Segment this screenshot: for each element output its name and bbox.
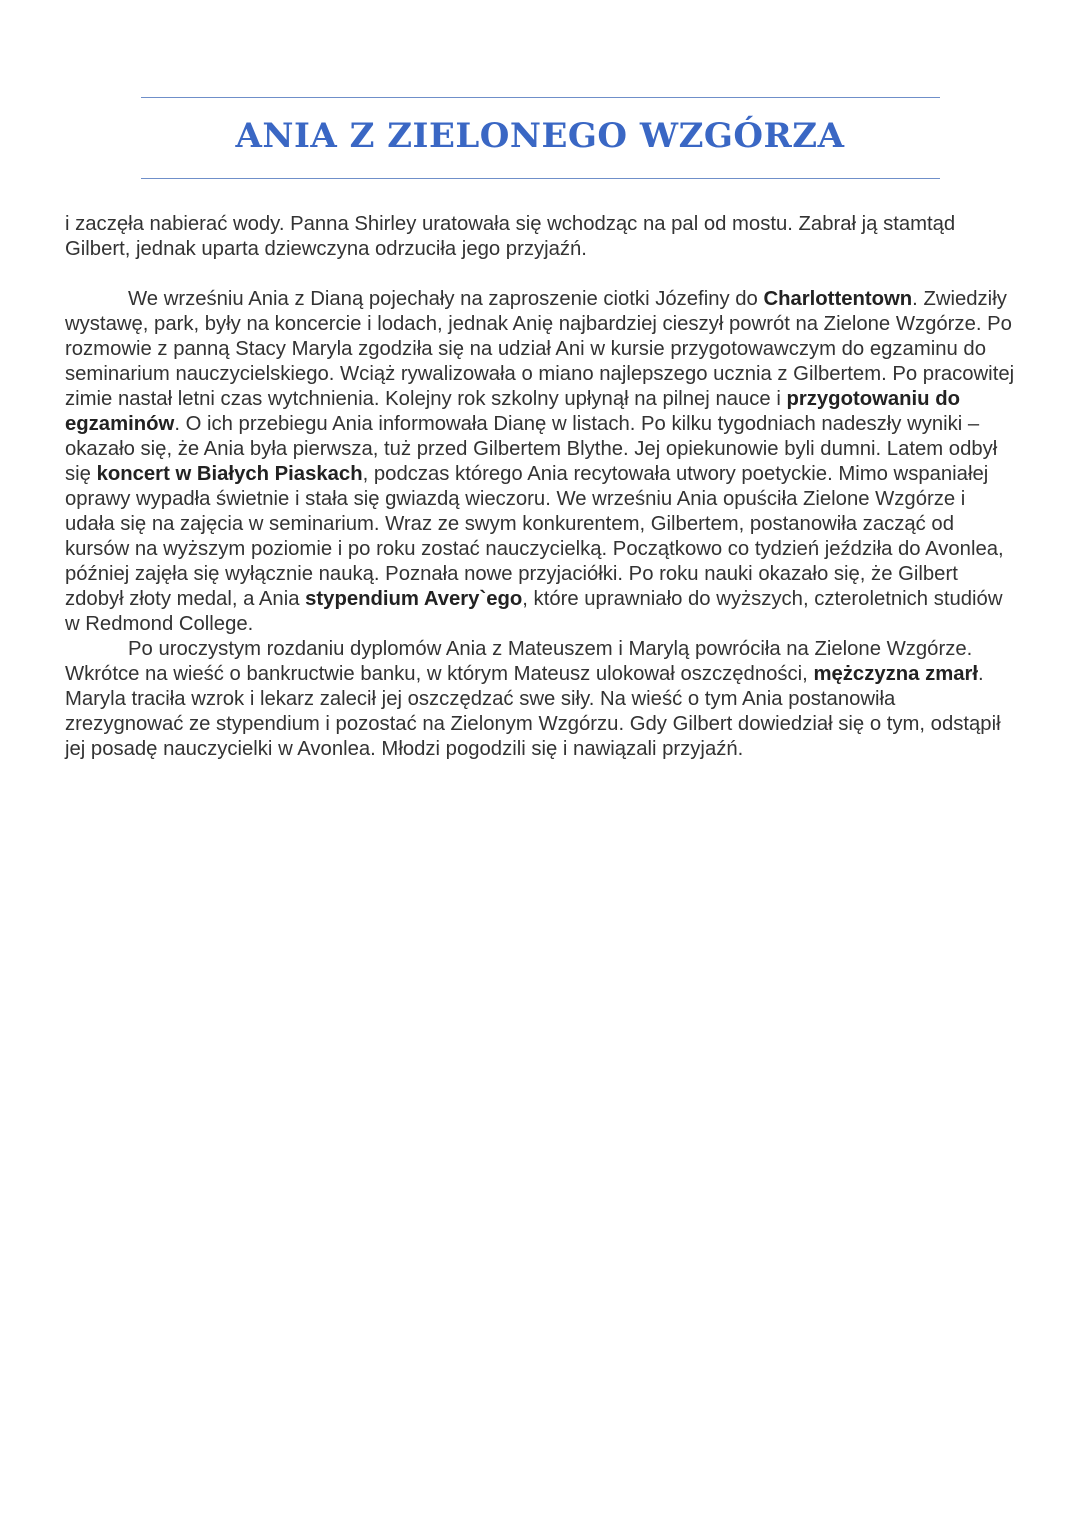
text-segment: , które uprawniało do wyższych, czteroletnich studiów w Redmond College.	[65, 588, 1003, 635]
text-segment: , podczas którego Ania recytowała utwory poetyckie. Mimo wspaniałej oprawy wypadła świetnie i stała się gwiazdą wieczoru. We wrześniu Ania opuściła Zielone Wzgórze i udała się na zajęcia w seminarium. Wraz ze swym konkurentem, Gilbertem, postanowiła zacząć od kursów na wyższym poziomie i po roku zostać nauczycielką. Początkowo co tydzień jeździła do Avonlea, później zajęła się wyłącznie nauką. Poznała nowe przyjaciółki. Po roku nauki okazało się, że Gilbert zdobył złoty medal, a Ania	[65, 463, 1004, 610]
text-segment: Po uroczystym rozdaniu dyplomów Ania z Mateuszem i Marylą powróciła na Zielone Wzgórze. Wkrótce na wieść o bankructwie banku, w którym Mateusz ulokował oszczędności,	[65, 638, 973, 685]
bold-text-segment: koncert w Białych Piaskach	[96, 463, 363, 485]
header-top-rule	[141, 97, 940, 98]
paragraph	[65, 287, 1015, 637]
bold-text-segment: przygotowaniu do egzaminów	[65, 388, 960, 435]
bold-text-segment: mężczyzna zmarł	[813, 663, 979, 685]
text-segment: i zaczęła nabierać wody. Panna Shirley uratowała się wchodząc na pal od mostu. Zabrał ją stamtąd Gilbert, jednak uparta dziewczyna odrzuciła jego przyjaźń.	[65, 213, 956, 260]
page-title: ANIA Z ZIELONEGO WZGÓRZA	[235, 116, 845, 156]
bold-text-segment: Charlottentown	[763, 288, 913, 310]
document-body	[65, 212, 1015, 762]
paragraph	[65, 212, 1015, 262]
paragraph-spacer	[65, 262, 1015, 287]
text-segment: . Zwiedziły wystawę, park, były na koncercie i lodach, jednak Anię najbardziej cieszył powrót na Zielone Wzgórze. Po rozmowie z panną Stacy Maryla zgodziła się na udział Ani w kursie przygotowawczym do egzaminu do seminarium nauczycielskiego. Wciąż rywalizowała o miano najlepszego ucznia z Gilbertem. Po pracowitej zimie nastał letni czas wytchnienia. Kolejny rok szkolny upłynął na pilnej nauce i	[65, 288, 1015, 410]
paragraph	[65, 637, 1015, 762]
text-segment: . O ich przebiegu Ania informowała Dianę w listach. Po kilku tygodniach nadeszły wyniki – okazało się, że Ania była pierwsza, tuż przed Gilbertem Blythe. Jej opiekunowie byli dumni. Latem odbył się	[65, 413, 998, 485]
text-segment: We wrześniu Ania z Dianą pojechały na zaproszenie ciotki Józefiny do	[128, 288, 764, 310]
text-segment: . Maryla traciła wzrok i lekarz zalecił jej oszczędzać swe siły. Na wieść o tym Ania postanowiła zrezygnować ze stypendium i pozostać na Zielonym Wzgórzu. Gdy Gilbert dowiedział się o tym, odstąpił jej posadę nauczycielki w Avonlea. Młodzi pogodzili się i nawiązali przyjaźń.	[65, 663, 1001, 760]
header-bottom-rule	[141, 178, 940, 179]
bold-text-segment: stypendium Avery`ego	[305, 588, 523, 610]
